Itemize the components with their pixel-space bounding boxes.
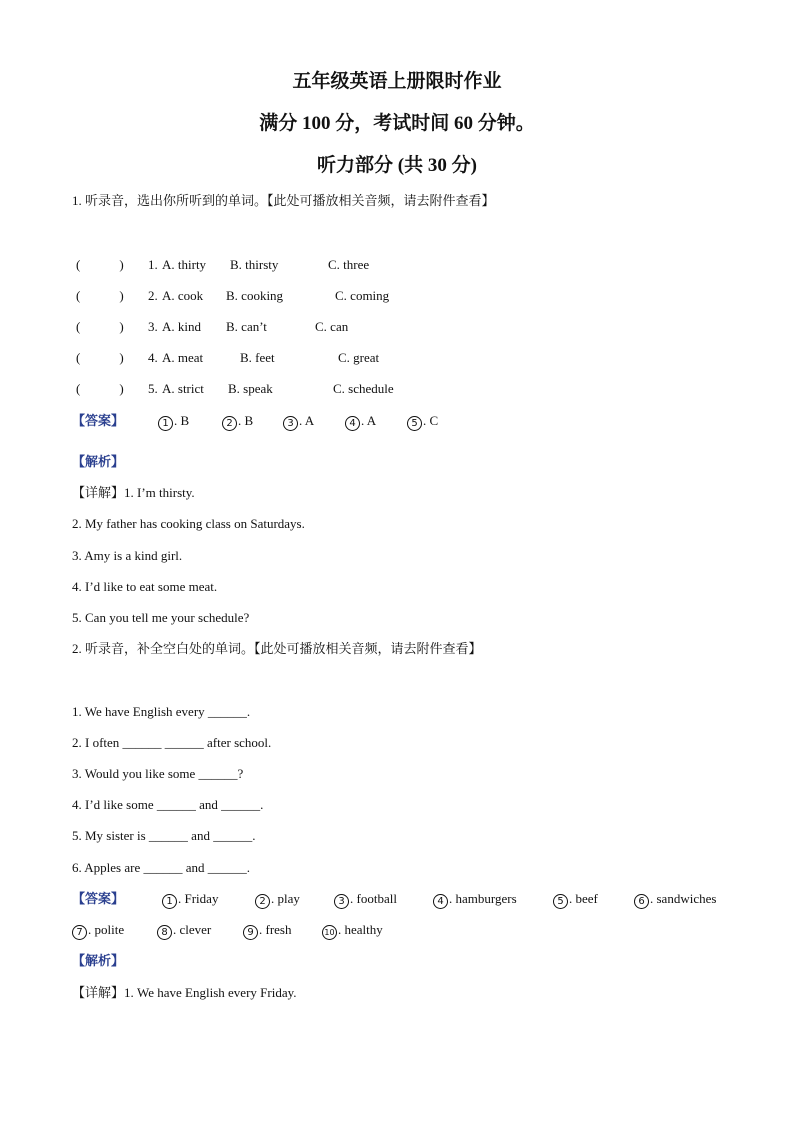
option-b: B. thirsty [230, 257, 279, 272]
option-b: B. can’t [226, 319, 267, 334]
option-a: A. cook [162, 288, 204, 303]
question-2-prompt: 2. 听录音，补全空白处的单词。【此处可播放相关音频，请去附件查看】 [72, 641, 482, 656]
answer-paren: ( ) [76, 319, 124, 334]
item-number: 4. [148, 350, 158, 365]
analysis-tag: 【解析】 [72, 953, 125, 968]
question-1-prompt: 1. 听录音，选出你所听到的单词。【此处可播放相关音频，请去附件查看】 [72, 193, 495, 208]
item-number: 1. [148, 257, 158, 272]
answer-paren: ( ) [76, 288, 124, 303]
fill-blank-item: 4. I’d like some ______ and ______. [72, 797, 264, 812]
fill-blank-item: 1. We have English every ______. [72, 704, 251, 719]
section-title: 听力部分 (共 30 分) [317, 155, 477, 176]
answer-item: 2 . B [222, 413, 253, 431]
answer-item: 5 . C [407, 413, 438, 431]
option-c: C. schedule [333, 381, 394, 396]
detail-line: 3. Amy is a kind girl. [72, 548, 183, 563]
answer-item: 6 . sandwiches [634, 891, 716, 909]
fill-blank-item: 3. Would you like some ______? [72, 766, 244, 781]
answer-tag: 【答案】 [72, 413, 125, 428]
page-title: 五年级英语上册限时作业 [292, 71, 502, 92]
option-b: B. speak [228, 381, 273, 396]
answer-item: 1 . B [158, 413, 189, 431]
detail-line: 5. Can you tell me your schedule? [72, 610, 250, 625]
answer-item: 3 . football [334, 891, 397, 909]
answer-item: 7 . polite [72, 922, 124, 940]
option-c: C. three [328, 257, 370, 272]
answer-item: 8 . clever [157, 922, 211, 940]
detail-line: 2. My father has cooking class on Saturdays. [72, 516, 305, 531]
option-a: A. strict [162, 381, 204, 396]
item-number: 5. [148, 381, 158, 396]
item-number: 3. [148, 319, 158, 334]
answer-item: 9 . fresh [243, 922, 292, 940]
detail-line: 4. I’d like to eat some meat. [72, 579, 218, 594]
option-c: C. great [338, 350, 380, 365]
answer-paren: ( ) [76, 350, 124, 365]
fill-blank-item: 6. Apples are ______ and ______. [72, 860, 251, 875]
option-a: A. meat [162, 350, 204, 365]
item-number: 2. [148, 288, 158, 303]
detail-line: 【详解】1. We have English every Friday. [72, 985, 297, 1000]
answer-item: 1 . Friday [162, 891, 218, 909]
answer-item: 4 . hamburgers [433, 891, 517, 909]
answer-paren: ( ) [76, 257, 124, 272]
answer-paren: ( ) [76, 381, 124, 396]
answer-item: 4 . A [345, 413, 376, 431]
option-c: C. can [315, 319, 349, 334]
answer-tag: 【答案】 [72, 891, 125, 906]
option-a: A. kind [162, 319, 201, 334]
answer-item: 10 . healthy [322, 922, 383, 940]
option-b: B. feet [240, 350, 275, 365]
option-a: A. thirty [162, 257, 207, 272]
answer-item: 5 . beef [553, 891, 598, 909]
option-c: C. coming [335, 288, 390, 303]
detail-line: 【详解】1. I’m thirsty. [72, 485, 195, 500]
analysis-tag: 【解析】 [72, 454, 125, 469]
page-subtitle: 满分 100 分，考试时间 60 分钟。 [259, 113, 535, 134]
fill-blank-item: 5. My sister is ______ and ______. [72, 828, 256, 843]
answer-item: 2 . play [255, 891, 300, 909]
answer-item: 3 . A [283, 413, 314, 431]
fill-blank-item: 2. I often ______ ______ after school. [72, 735, 272, 750]
option-b: B. cooking [226, 288, 284, 303]
